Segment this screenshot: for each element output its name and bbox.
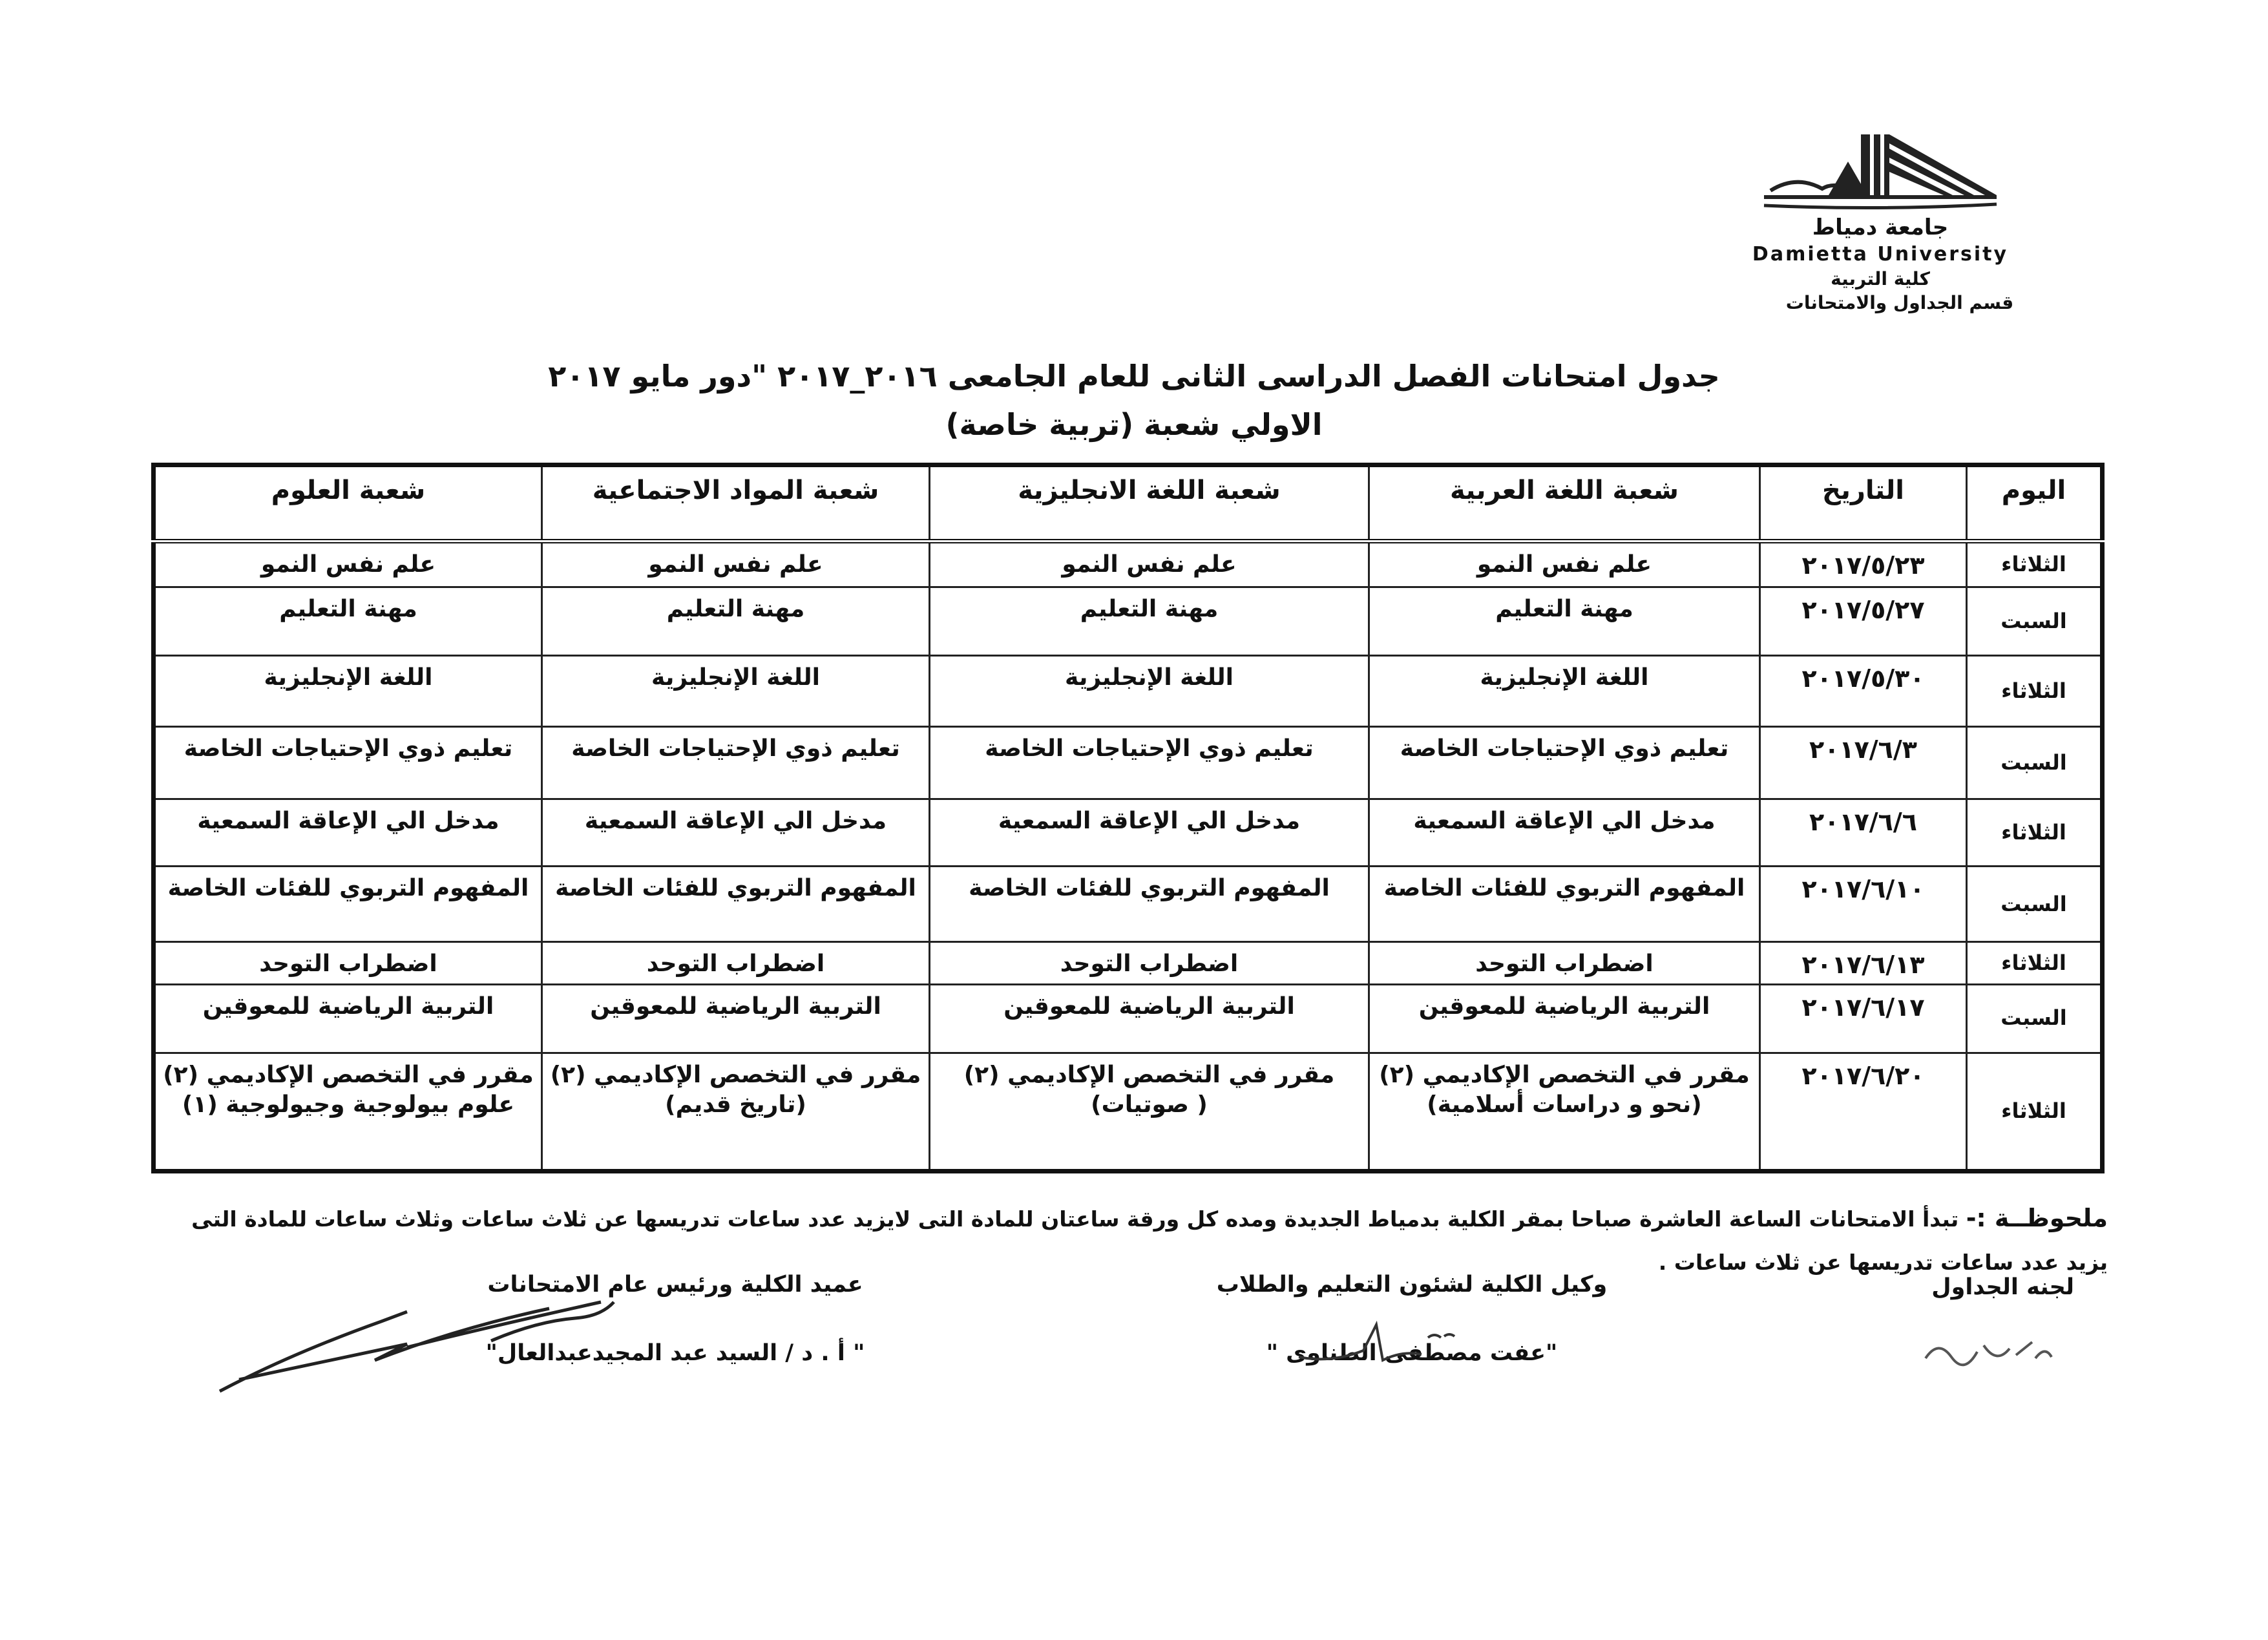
cell-arabic: تعليم ذوي الإحتياجات الخاصة	[1369, 727, 1760, 799]
university-emblem-icon	[1751, 129, 2010, 213]
cell-arabic: المفهوم التربوي للفئات الخاصة	[1369, 867, 1760, 942]
cell-arabic: التربية الرياضية للمعوقين	[1369, 984, 1760, 1053]
committee-signature-mark-icon	[1919, 1326, 2055, 1378]
table-row	[154, 942, 2103, 984]
cell-social: التربية الرياضية للمعوقين	[542, 984, 930, 1053]
table-row	[154, 1053, 2103, 1171]
vice-dean-title: وكيل الكلية لشئون التعليم والطلاب	[1216, 1272, 1608, 1298]
cell-arabic: مدخل الي الإعاقة السمعية	[1369, 799, 1760, 867]
course-subtitle: علوم بيولوجية وجيولوجية (١)	[182, 1091, 515, 1119]
cell-science	[154, 1053, 542, 1171]
cell-day: السبت	[1967, 867, 2103, 942]
course-title: مقرر في التخصص الإكاديمي (٢)	[550, 1061, 921, 1088]
course-title: مقرر في التخصص الإكاديمي (٢)	[963, 1061, 1335, 1088]
cell-date: ٢٠١٧/٥/٢٧	[1760, 587, 1967, 656]
cell-science: اضطراب التوحد	[154, 942, 542, 984]
table-row	[154, 656, 2103, 727]
course-subtitle: (نحو و دراسات أسلامية)	[1427, 1091, 1702, 1119]
table-header-row	[154, 465, 2103, 541]
header-day: اليوم	[1967, 465, 2103, 541]
cell-arabic: علم نفس النمو	[1369, 541, 1760, 587]
faculty-name: كلية التربية	[1831, 268, 1930, 289]
cell-day: الثلاثاء	[1967, 799, 2103, 867]
cell-date: ٢٠١٧/٦/٢٠	[1760, 1053, 1967, 1171]
course-subtitle: (تاريخ قديم)	[665, 1091, 806, 1119]
course-title: مقرر في التخصص الإكاديمي (٢)	[163, 1061, 534, 1088]
cell-science: التربية الرياضية للمعوقين	[154, 984, 542, 1053]
cell-english: اضطراب التوحد	[930, 942, 1369, 984]
cell-arabic: مهنة التعليم	[1369, 587, 1760, 656]
dean-signature-mark-icon	[213, 1283, 627, 1399]
note-text: تبدأ الامتحانات الساعة العاشرة صباحا بمقر الكلية بدمياط الجديدة ومده كل ورقة ساعتان للمادة التى لايزيد عدد ساعات تدريسها عن ثلاث ساعات وثلاث ساعات للمادة التى يزيد عدد ساعات تدريسها عن ثلاث ساعات .	[191, 1206, 2108, 1276]
university-logo	[1738, 129, 2022, 313]
cell-social: مهنة التعليم	[542, 587, 930, 656]
cell-science: مدخل الي الإعاقة السمعية	[154, 799, 542, 867]
logo-english-name: Damietta University	[1752, 243, 2009, 266]
document-subtitle: الاولي شعبة (تربية خاصة)	[945, 407, 1323, 442]
header-date: التاريخ	[1760, 465, 1967, 541]
cell-day: الثلاثاء	[1967, 541, 2103, 587]
table-row	[154, 587, 2103, 656]
cell-social: المفهوم التربوي للفئات الخاصة	[542, 867, 930, 942]
cell-social: اضطراب التوحد	[542, 942, 930, 984]
table-row	[154, 984, 2103, 1053]
cell-social: مدخل الي الإعاقة السمعية	[542, 799, 930, 867]
cell-arabic	[1369, 1053, 1760, 1171]
cell-english: علم نفس النمو	[930, 541, 1369, 587]
header-social: شعبة المواد الاجتماعية	[542, 465, 930, 541]
cell-date: ٢٠١٧/٦/٣	[1760, 727, 1967, 799]
cell-date: ٢٠١٧/٦/٦	[1760, 799, 1967, 867]
cell-english: اللغة الإنجليزية	[930, 656, 1369, 727]
cell-social: اللغة الإنجليزية	[542, 656, 930, 727]
cell-day: الثلاثاء	[1967, 1053, 2103, 1171]
cell-english: مدخل الي الإعاقة السمعية	[930, 799, 1369, 867]
cell-date: ٢٠١٧/٦/١٣	[1760, 942, 1967, 984]
cell-science: اللغة الإنجليزية	[154, 656, 542, 727]
department-name: قسم الجداول والامتحانات	[1785, 292, 2014, 313]
cell-english: مهنة التعليم	[930, 587, 1369, 656]
cell-social: علم نفس النمو	[542, 541, 930, 587]
cell-day: السبت	[1967, 984, 2103, 1053]
cell-date: ٢٠١٧/٦/١٧	[1760, 984, 1967, 1053]
dean-title: عميد الكلية ورئيس عام الامتحانات	[487, 1272, 863, 1298]
header-arabic: شعبة اللغة العربية	[1369, 465, 1760, 541]
table-row	[154, 541, 2103, 587]
table-row	[154, 727, 2103, 799]
cell-english: تعليم ذوي الإحتياجات الخاصة	[930, 727, 1369, 799]
cell-arabic: اضطراب التوحد	[1369, 942, 1760, 984]
cell-science: المفهوم التربوي للفئات الخاصة	[154, 867, 542, 942]
exam-schedule-table	[151, 463, 2105, 1173]
course-subtitle: ( صوتيات)	[1091, 1091, 1208, 1119]
exam-note	[150, 1194, 2108, 1283]
document-title: جدول امتحانات الفصل الدراسى الثانى للعام الجامعى ٢٠١٦_٢٠١٧ "دور مايو ٢٠١٧	[548, 359, 1720, 394]
cell-science: تعليم ذوي الإحتياجات الخاصة	[154, 727, 542, 799]
note-label: ملحوظــة :-	[1966, 1204, 2108, 1232]
header-english: شعبة اللغة الانجليزية	[930, 465, 1369, 541]
cell-social: تعليم ذوي الإحتياجات الخاصة	[542, 727, 930, 799]
cell-social	[542, 1053, 930, 1171]
cell-day: السبت	[1967, 587, 2103, 656]
cell-english: المفهوم التربوي للفئات الخاصة	[930, 867, 1369, 942]
cell-science: علم نفس النمو	[154, 541, 542, 587]
cell-date: ٢٠١٧/٥/٣٠	[1760, 656, 1967, 727]
vice-dean-signature-mark-icon	[1292, 1312, 1460, 1370]
course-title: مقرر في التخصص الإكاديمي (٢)	[1379, 1061, 1750, 1088]
cell-date: ٢٠١٧/٦/١٠	[1760, 867, 1967, 942]
dean-name: " أ . د / السيد عبد المجيدعبدالعال"	[485, 1340, 865, 1366]
committee-signature	[1931, 1274, 2074, 1300]
logo-arabic-name: جامعة دمياط	[1812, 215, 1949, 240]
cell-day: الثلاثاء	[1967, 942, 2103, 984]
cell-day: السبت	[1967, 727, 2103, 799]
table-row	[154, 799, 2103, 867]
header-science: شعبة العلوم	[154, 465, 542, 541]
vice-dean-name: "عفت مصطفى الطناوى "	[1266, 1340, 1558, 1366]
cell-science: مهنة التعليم	[154, 587, 542, 656]
cell-english: التربية الرياضية للمعوقين	[930, 984, 1369, 1053]
cell-english	[930, 1053, 1369, 1171]
committee-title: لجنه الجداول	[1931, 1274, 2074, 1300]
cell-date: ٢٠١٧/٥/٢٣	[1760, 541, 1967, 587]
cell-day: الثلاثاء	[1967, 656, 2103, 727]
cell-arabic: اللغة الإنجليزية	[1369, 656, 1760, 727]
table-row	[154, 867, 2103, 942]
